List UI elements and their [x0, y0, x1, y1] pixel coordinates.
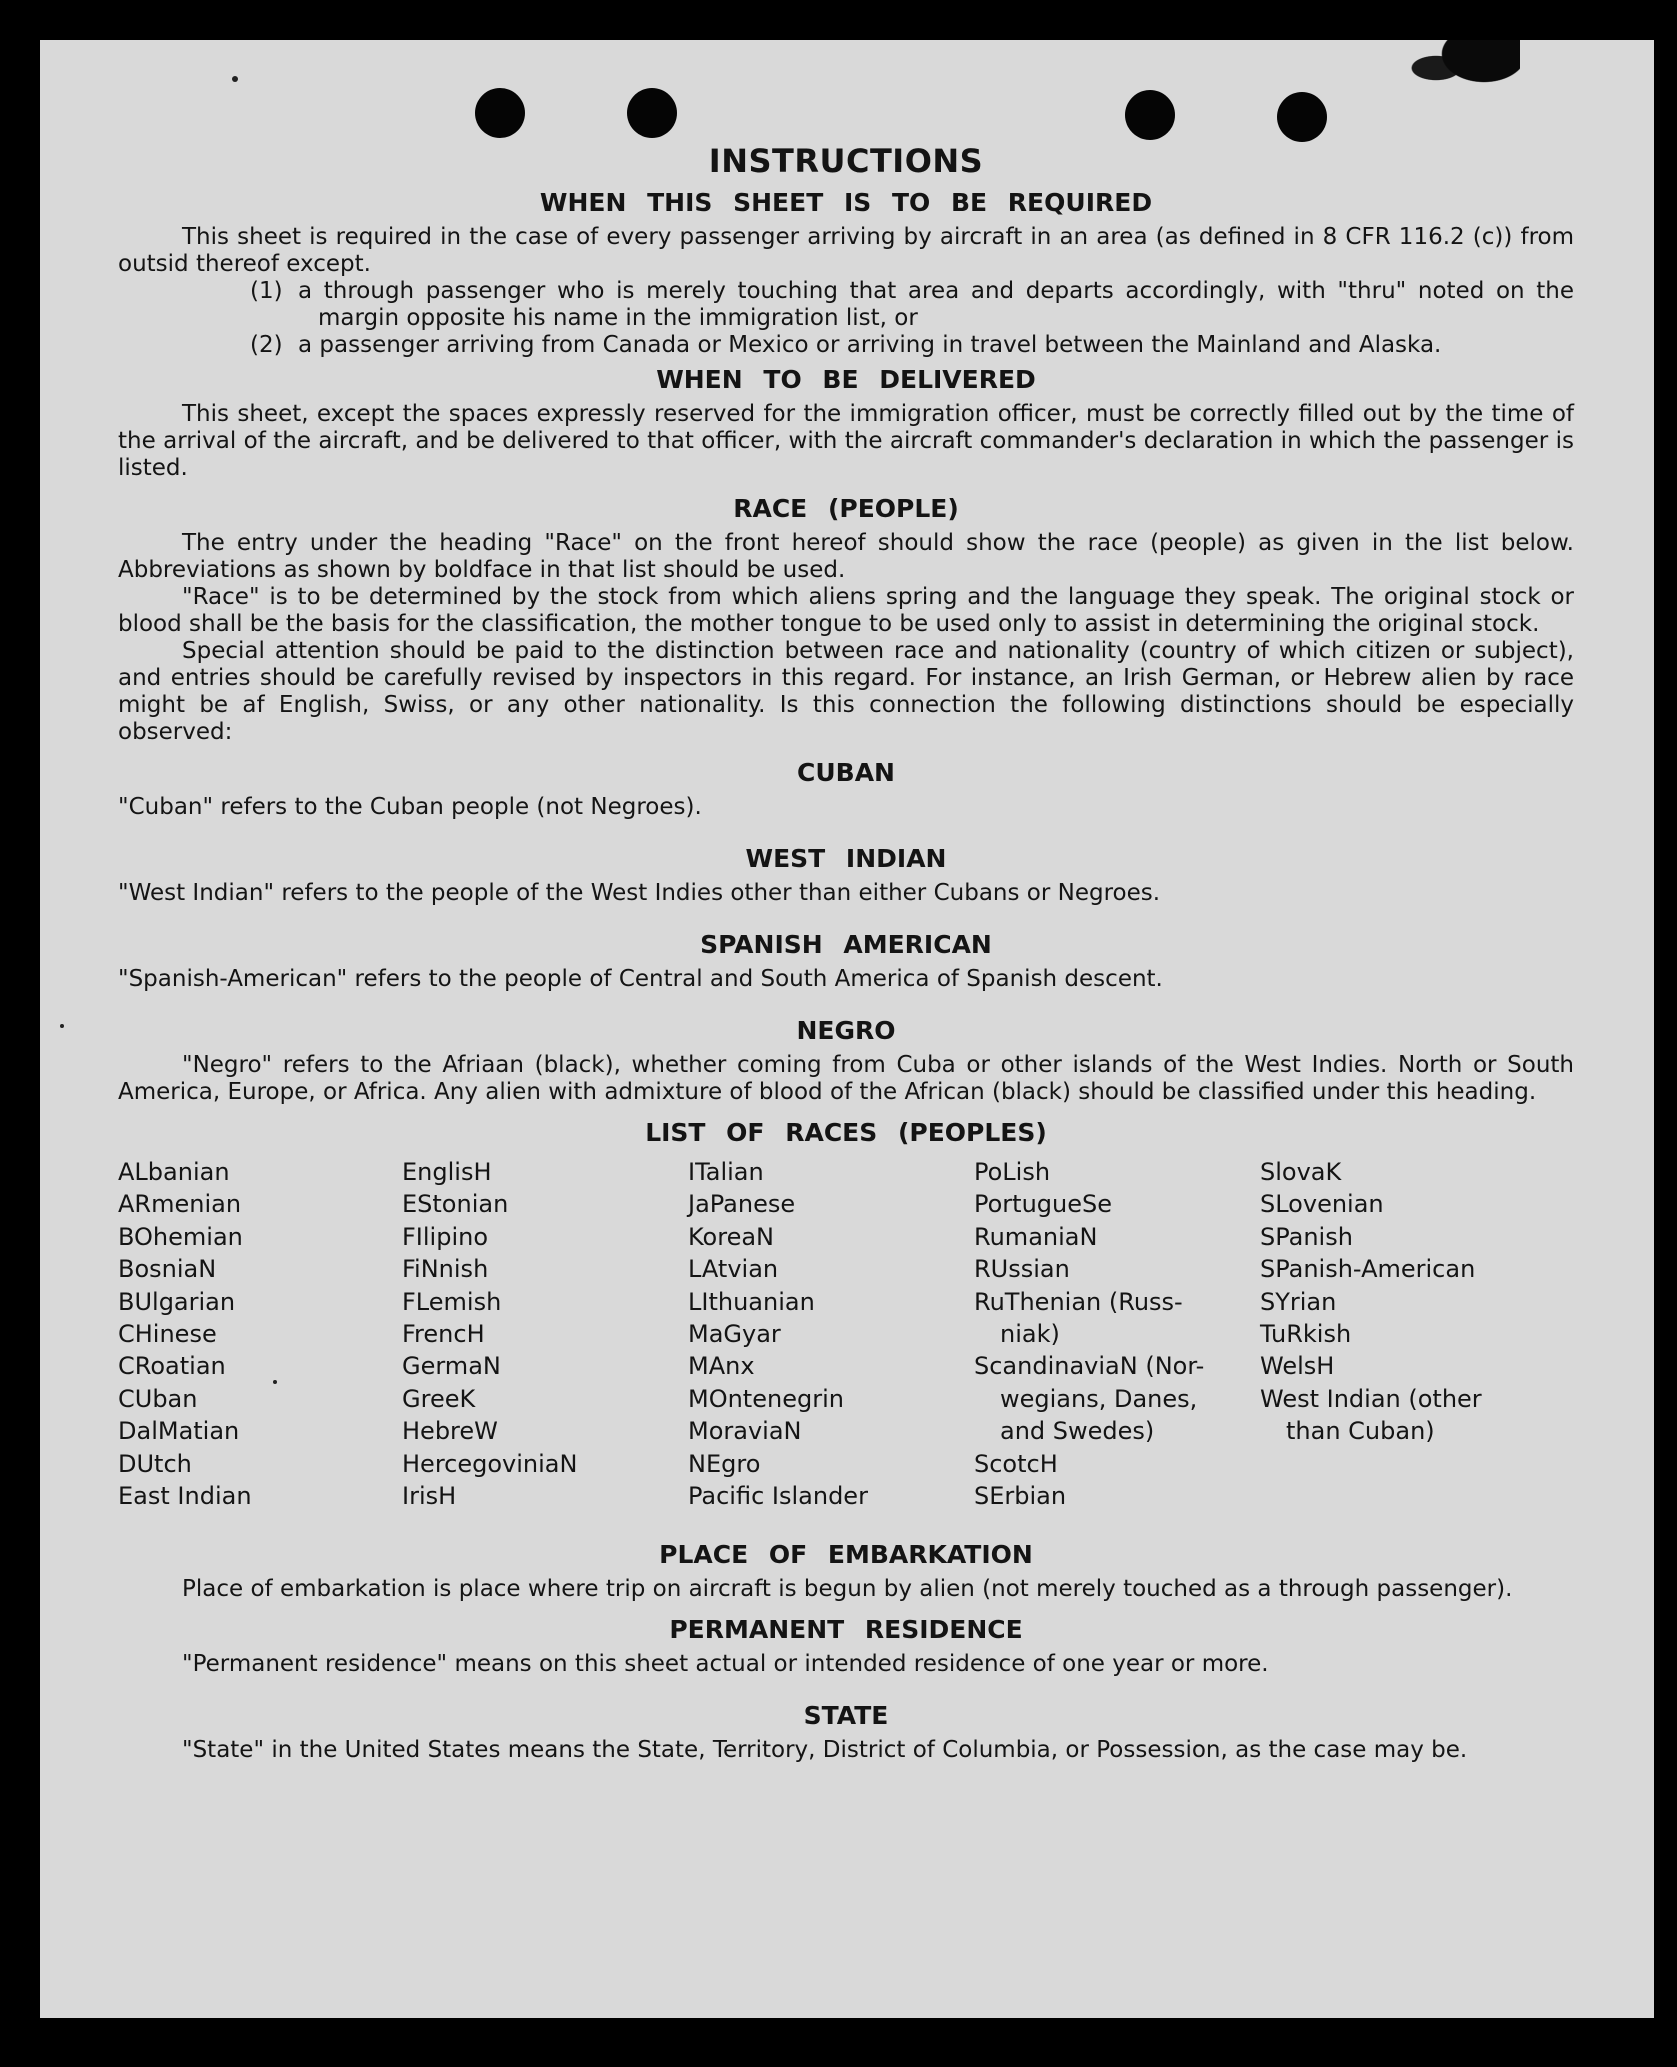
- race-entry: DalMatian: [118, 1417, 240, 1446]
- race-column: [402, 1156, 688, 1534]
- race-entry: GreeK: [402, 1384, 476, 1413]
- instructions-content: [118, 140, 1574, 1764]
- race-entry-continuation: niak): [1000, 1320, 1060, 1349]
- race-entry: BosniaN: [118, 1255, 217, 1284]
- race-entry: SlovaK: [1260, 1158, 1342, 1186]
- race-entry: MaGyar: [688, 1320, 781, 1349]
- heading-state: STATE: [803, 1701, 889, 1730]
- race-entry: WelsH: [1260, 1352, 1335, 1381]
- heading-west-indian: WEST INDIAN: [745, 844, 947, 873]
- race-entry: FLemish: [402, 1287, 502, 1316]
- race-entry: SPanish-American: [1260, 1255, 1476, 1284]
- race-entry: IrisH: [402, 1482, 457, 1511]
- race-entry: NEgro: [688, 1449, 761, 1478]
- paragraph: "Spanish-American" refers to the people of Central and South America of Spanish descent.: [118, 966, 1163, 992]
- race-column: [1260, 1156, 1540, 1534]
- paragraph: "West Indian" refers to the people of the West Indies other than either Cubans or Negroes.: [118, 880, 1161, 906]
- race-entry: BOhemian: [118, 1222, 243, 1251]
- race-entry: MoraviaN: [688, 1417, 802, 1446]
- race-entry: RumaniaN: [974, 1222, 1098, 1251]
- paragraph: Special attention should be paid to the distinction between race and nationality (country of which citizen or subject), and entries should be carefully revised by inspectors in this regard. For instance, an Irish German, or Hebrew alien by race might be af English, Swiss, or any other nationality. Is this connection the following distinctions should be especially observed:: [118, 638, 1574, 745]
- race-entry: CRoatian: [118, 1352, 226, 1381]
- race-entry: FrencH: [402, 1320, 485, 1349]
- race-entry: LIthuanian: [688, 1287, 815, 1316]
- paragraph: "State" in the United States means the State, Territory, District of Columbia, or Possession, as the case may be.: [182, 1737, 1468, 1763]
- heading-when-delivered: WHEN TO BE DELIVERED: [656, 365, 1036, 394]
- item-number: (1): [250, 278, 283, 304]
- torn-corner: [1400, 40, 1520, 110]
- race-entry: EStonian: [402, 1190, 509, 1219]
- exception-item: [118, 332, 1574, 359]
- race-entry: MOntenegrin: [688, 1384, 844, 1413]
- race-entry: SLovenian: [1260, 1190, 1384, 1219]
- race-column: [118, 1156, 402, 1534]
- speck: [232, 76, 238, 82]
- race-entry: GermaN: [402, 1352, 501, 1381]
- exception-item: [118, 278, 1574, 332]
- heading-race: RACE (PEOPLE): [733, 494, 959, 523]
- race-entry: MAnx: [688, 1352, 755, 1381]
- race-entry: TuRkish: [1260, 1320, 1352, 1349]
- speck: [60, 1024, 64, 1028]
- heading-cuban: CUBAN: [797, 758, 895, 787]
- race-entry: HercegoviniaN: [402, 1449, 578, 1478]
- paragraph: "Negro" refers to the Afriaan (black), whether coming from Cuba or other islands of the West Indies. North or South America, Europe, or Africa. Any alien with admixture of blood of the African (black) should be classified under this heading.: [118, 1052, 1574, 1105]
- race-column: [688, 1156, 974, 1534]
- heading-when-required: WHEN THIS SHEET IS TO BE REQUIRED: [539, 188, 1153, 217]
- punch-hole: [627, 88, 677, 138]
- race-entry: East Indian: [118, 1482, 252, 1511]
- paragraph: "Cuban" refers to the Cuban people (not Negroes).: [118, 794, 702, 820]
- race-entry: PoLish: [974, 1158, 1051, 1186]
- race-entry-continuation: than Cuban): [1286, 1417, 1435, 1446]
- punch-hole: [1277, 92, 1327, 142]
- race-entry: LAtvian: [688, 1255, 779, 1284]
- race-entry: HebreW: [402, 1417, 498, 1446]
- race-entry: KoreaN: [688, 1222, 774, 1251]
- race-column: [974, 1156, 1260, 1534]
- race-entry: SPanish: [1260, 1222, 1353, 1251]
- paragraph: "Race" is to be determined by the stock from which aliens spring and the language they speak. The original stock or blood shall be the basis for the classification, the mother tongue to be used only to assist in determining the original stock.: [118, 584, 1574, 637]
- race-entry: CUban: [118, 1384, 198, 1413]
- race-list: [118, 1156, 1574, 1534]
- race-entry: ScandinaviaN (Nor-: [974, 1352, 1205, 1381]
- race-entry: EnglisH: [402, 1158, 492, 1186]
- item-text: a passenger arriving from Canada or Mexico or arriving in travel between the Mainland and Alaska.: [298, 332, 1442, 358]
- item-number: (2): [250, 332, 283, 358]
- race-entry: Pacific Islander: [688, 1482, 868, 1511]
- heading-spanish-american: SPANISH AMERICAN: [700, 930, 992, 959]
- paragraph: The entry under the heading "Race" on the front hereof should show the race (people) as given in the list below. Abbreviations as shown by boldface in that list should be used.: [118, 530, 1574, 583]
- race-entry: FiNnish: [402, 1255, 489, 1284]
- punch-hole: [475, 88, 525, 138]
- heading-list-of-races: LIST OF RACES (PEOPLES): [645, 1118, 1047, 1147]
- race-entry: RuThenian (Russ-: [974, 1287, 1183, 1316]
- race-entry: SErbian: [974, 1482, 1067, 1511]
- document-sheet: [40, 40, 1654, 2018]
- punch-hole: [1125, 90, 1175, 140]
- race-entry: FIlipino: [402, 1222, 489, 1251]
- heading-negro: NEGRO: [796, 1016, 896, 1045]
- race-entry: JaPanese: [688, 1190, 796, 1219]
- race-entry: ARmenian: [118, 1190, 242, 1219]
- heading-permanent-residence: PERMANENT RESIDENCE: [669, 1615, 1023, 1644]
- race-entry: ITalian: [688, 1158, 764, 1186]
- race-entry: SYrian: [1260, 1287, 1337, 1316]
- paragraph: "Permanent residence" means on this sheet actual or intended residence of one year or more.: [182, 1651, 1269, 1677]
- item-text: a through passenger who is merely touching that area and departs accordingly, with "thru" noted on the margin opposite his name in the immigration list, or: [298, 278, 1574, 331]
- race-entry: DUtch: [118, 1449, 192, 1478]
- race-entry: BUlgarian: [118, 1287, 236, 1316]
- race-entry: PortugueSe: [974, 1190, 1112, 1219]
- heading-embarkation: PLACE OF EMBARKATION: [659, 1540, 1033, 1569]
- race-entry: CHinese: [118, 1320, 217, 1349]
- document-title: INSTRUCTIONS: [708, 142, 984, 180]
- paragraph: This sheet, except the spaces expressly reserved for the immigration officer, must be correctly filled out by the time of the arrival of the aircraft, and be delivered to that officer, with the aircraft commander's declaration in which the passenger is listed.: [118, 401, 1574, 481]
- race-entry: ScotcH: [974, 1449, 1058, 1478]
- paragraph: Place of embarkation is place where trip on aircraft is begun by alien (not merely touched as a through passenger).: [182, 1576, 1513, 1602]
- paragraph: This sheet is required in the case of every passenger arriving by aircraft in an area (as defined in 8 CFR 116.2 (c)) from outsid thereof except.: [118, 224, 1574, 277]
- race-entry-continuation: wegians, Danes,: [1000, 1384, 1198, 1413]
- race-entry-continuation: and Swedes): [1000, 1417, 1155, 1446]
- race-entry: West Indian (other: [1260, 1384, 1482, 1413]
- race-entry: ALbanian: [118, 1158, 230, 1186]
- race-entry: RUssian: [974, 1255, 1070, 1284]
